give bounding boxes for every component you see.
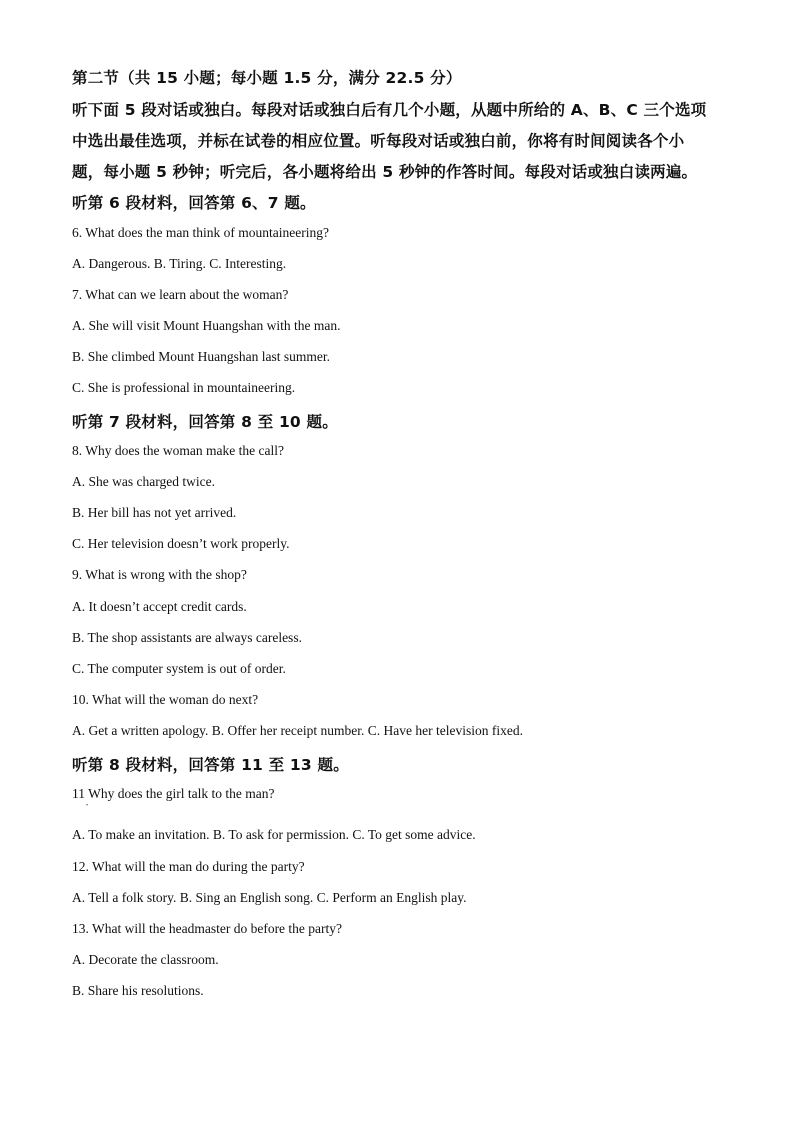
question-12-options: A. Tell a folk story. B. Sing an English song. C. Perform an English play.: [72, 890, 467, 905]
question-6: 6. What does the man think of mountaineering?: [72, 225, 329, 240]
question-13: 13. What will the headmaster do before the party?: [72, 921, 343, 936]
question-9-option-b: B. The shop assistants are always careless.: [72, 630, 302, 645]
instructions-line-2: 中选出最佳选项，并标在试卷的相应位置。听每段对话或独白前，你将有时间阅读各个小: [72, 132, 685, 150]
question-7: 7. What can we learn about the woman?: [72, 287, 289, 302]
question-8: 8. Why does the woman make the call?: [72, 443, 284, 458]
group-heading-6: 听第 6 段材料，回答第 6、7 题。: [72, 194, 316, 212]
instructions-line-1: 听下面 5 段对话或独白。每段对话或独白后有几个小题，从题中所给的 A、B、C 三个选项: [72, 101, 707, 119]
question-9: 9. What is wrong with the shop?: [72, 567, 247, 582]
question-10-options: A. Get a written apology. B. Offer her receipt number. C. Have her television fixed.: [72, 723, 523, 738]
question-6-options: A. Dangerous. B. Tiring. C. Interesting.: [72, 256, 287, 271]
question-7-option-b: B. She climbed Mount Huangshan last summer.: [72, 349, 330, 364]
question-7-option-a: A. She will visit Mount Huangshan with the man.: [72, 318, 341, 333]
group-heading-7: 听第 7 段材料，回答第 8 至 10 题。: [72, 413, 338, 431]
instructions-line-3: 题，每小题 5 秒钟；听完后，各小题将给出 5 秒钟的作答时间。每段对话或独白读两遍。: [72, 163, 698, 181]
stray-dot-mark: •: [86, 803, 89, 809]
question-8-option-a: A. She was charged twice.: [72, 474, 215, 489]
question-10: 10. What will the woman do next?: [72, 692, 259, 707]
question-8-option-c: C. Her television doesn’t work properly.: [72, 536, 290, 551]
question-7-option-c: C. She is professional in mountaineering.: [72, 380, 296, 395]
group-heading-8: 听第 8 段材料，回答第 11 至 13 题。: [72, 756, 349, 774]
question-11-options: A. To make an invitation. B. To ask for permission. C. To get some advice.: [72, 827, 476, 842]
question-11: 11 Why does the girl talk to the man?: [72, 786, 275, 801]
question-9-option-a: A. It doesn’t accept credit cards.: [72, 599, 247, 614]
question-13-option-a: A. Decorate the classroom.: [72, 952, 219, 967]
section-header: 第二节（共 15 小题；每小题 1.5 分，满分 22.5 分）: [72, 69, 462, 87]
question-12: 12. What will the man do during the party?: [72, 859, 305, 874]
question-8-option-b: B. Her bill has not yet arrived.: [72, 505, 237, 520]
question-9-option-c: C. The computer system is out of order.: [72, 661, 286, 676]
question-13-option-b: B. Share his resolutions.: [72, 983, 204, 998]
